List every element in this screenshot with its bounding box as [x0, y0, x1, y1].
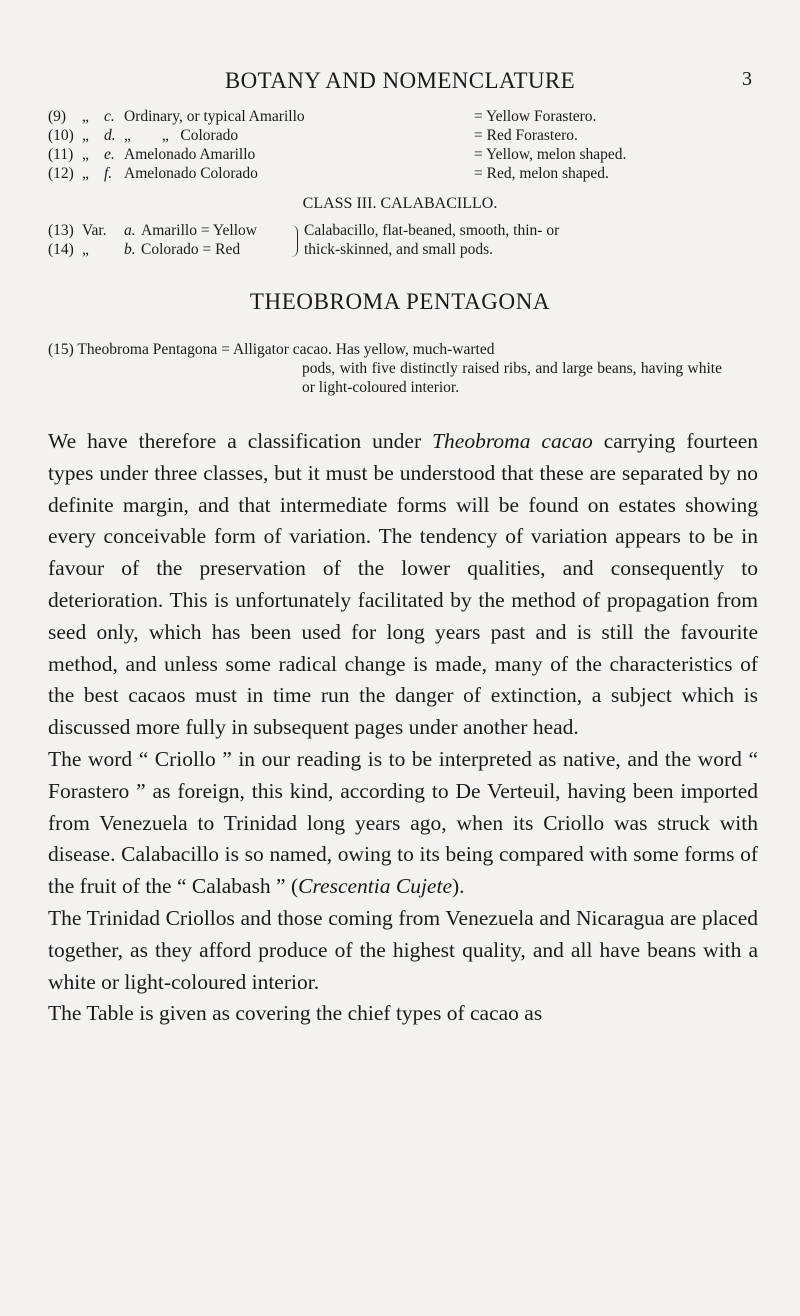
- variety-equivalent: = Yellow, melon shaped.: [474, 146, 627, 163]
- variety-row: [48, 145, 768, 164]
- variety-letter: c.: [104, 108, 115, 125]
- entry-first-line: (15) Theobroma Pentagona = Alligator cacao. Has yellow, much-warted: [48, 341, 495, 358]
- variety-number: (12): [48, 165, 74, 182]
- variety-description: Amelonado Colorado: [124, 165, 258, 182]
- variety-letter: d.: [104, 127, 116, 144]
- page-header: [0, 68, 800, 100]
- text-run: We have therefore a classification under: [48, 429, 433, 453]
- class-heading: CLASS III. CALABACILLO.: [302, 195, 498, 212]
- variety-letter: a.: [124, 222, 136, 239]
- variety-equivalent: = Yellow Forastero.: [474, 108, 597, 125]
- text-run: carrying fourteen types under three classes, but it must be understood that these are separated by no definite margin, and that intermediate forms will be found on estates showing every conceivable form of variation. The tendency of variation appears to be in favour of the preservation of the lower qualities, and consequently to deterioration. This is unfortunately facilitated by the method of propagation from seed only, which has been used for long years past and is still the favourite method, and unless some radical change is made, many of the characteristics of the best cacaos must in time run the danger of extinction, a subject which is discussed more fully in subsequent pages under another head.: [48, 429, 758, 740]
- paragraph: The Trinidad Criollos and those coming from Venezuela and Nicaragua are placed together, as they afford produce of the highest quality, and all have beans with a white or light-coloured interior.: [48, 905, 758, 994]
- variety-number: (14): [48, 241, 74, 258]
- paragraph: [48, 426, 758, 744]
- variety-row: [48, 126, 768, 145]
- variety-number: (9): [48, 108, 67, 125]
- variety-description: „ „ Colorado: [124, 127, 239, 144]
- variety-equivalent: Colorado = Red: [141, 241, 241, 258]
- running-head: BOTANY AND NOMENCLATURE: [224, 68, 576, 93]
- variety-row: [48, 240, 768, 259]
- variety-description: Amelonado Amarillo: [124, 146, 256, 163]
- variety-equivalent: Amarillo = Yellow: [141, 222, 257, 239]
- body-text: [48, 426, 758, 1030]
- variety-description: thick-skinned, and small pods.: [304, 241, 493, 258]
- paragraph: [48, 744, 758, 903]
- variety-letter: e.: [104, 146, 115, 163]
- ditto-mark: „: [82, 146, 89, 163]
- variety-row: [48, 107, 768, 126]
- text-run: ).: [452, 874, 465, 899]
- italic-term: Crescentia Cujete: [298, 874, 452, 899]
- variety-row: [48, 164, 768, 183]
- variety-letter: f.: [104, 165, 113, 182]
- italic-term: Theobroma cacao: [432, 429, 593, 453]
- paragraph: The Table is given as covering the chief types of cacao as: [48, 1001, 543, 1026]
- forastero-variety-list: [48, 107, 768, 183]
- variety-row: [48, 221, 768, 240]
- section-title: THEOBROMA PENTAGONA: [249, 289, 551, 314]
- text-run: The word “ Criollo ” in our reading is to be interpreted as native, and the word “ Forastero ” as foreign, this kind, according to De Verteuil, having been imported from Venezuela to Trinidad long years ago, when its Criollo was struck with disease. Calabacillo is so named, owing to its being compared with some forms of the fruit of the “ Calabash ” (: [48, 746, 758, 899]
- calabacillo-variety-list: [48, 221, 768, 259]
- brace-mark: [291, 225, 298, 257]
- variety-number: (10): [48, 127, 74, 144]
- variety-description: Calabacillo, flat-beaned, smooth, thin- or: [304, 222, 560, 239]
- page-number: 3: [742, 68, 752, 90]
- variety-letter: b.: [124, 241, 136, 258]
- ditto-mark: „: [82, 108, 89, 125]
- variety-abbrev: Var.: [82, 222, 107, 239]
- variety-equivalent: = Red Forastero.: [474, 127, 578, 144]
- variety-number: (13): [48, 222, 74, 239]
- variety-description: Ordinary, or typical Amarillo: [124, 108, 305, 125]
- ditto-mark: „: [82, 127, 89, 144]
- ditto-mark: „: [82, 241, 89, 258]
- variety-equivalent: = Red, melon shaped.: [474, 165, 609, 182]
- variety-number: (11): [48, 146, 74, 163]
- pentagona-entry: [48, 340, 768, 397]
- ditto-mark: „: [82, 165, 89, 182]
- entry-continuation: pods, with five distinctly raised ribs, and large beans, having white or light-coloured interior.: [302, 360, 722, 396]
